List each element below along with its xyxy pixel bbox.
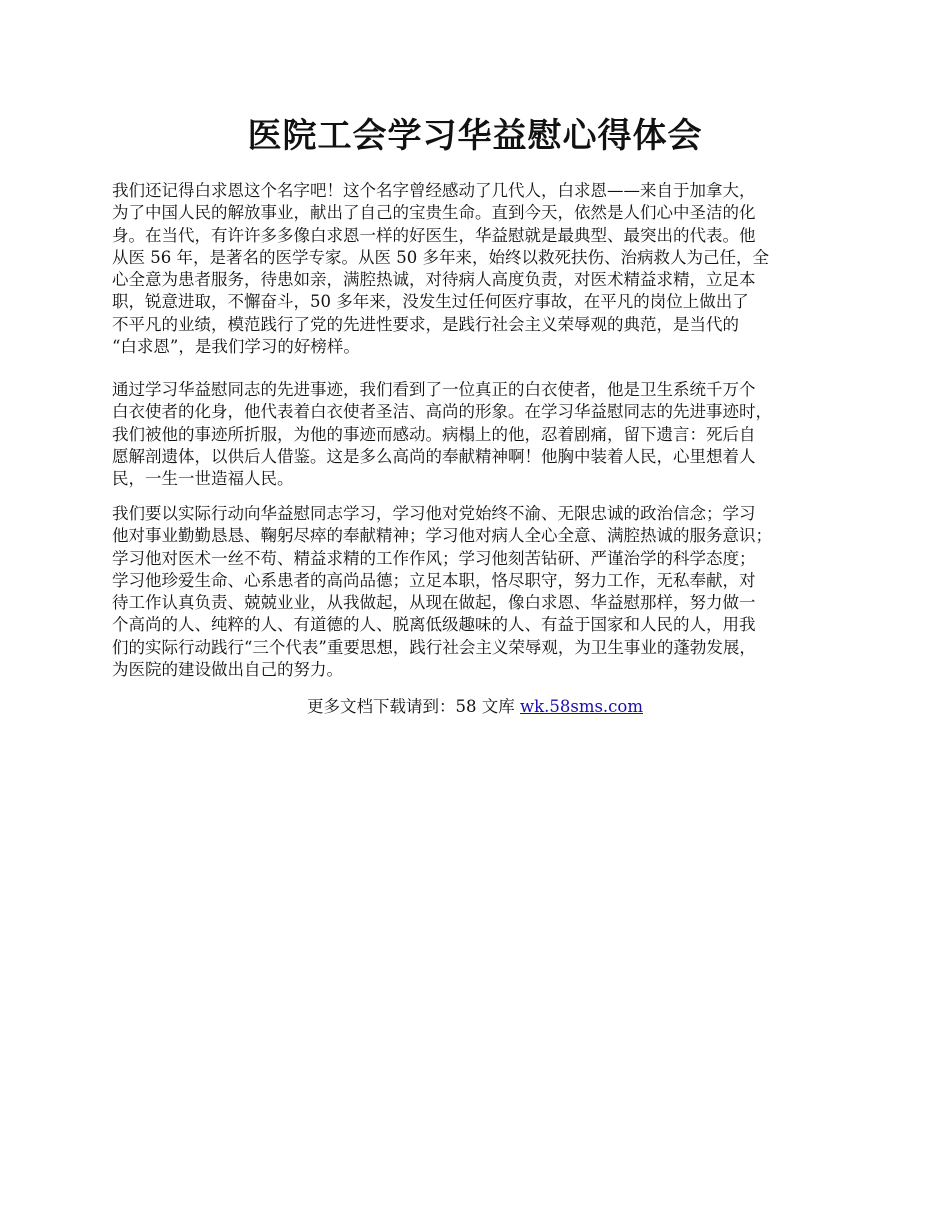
- paragraph-line: 白衣使者的化身，他代表着白衣使者圣洁、高尚的形象。在学习华益慰同志的先进事迹时，: [112, 402, 772, 422]
- paragraph-line: 不平凡的业绩，模范践行了党的先进性要求，是践行社会主义荣辱观的典范，是当代的: [112, 314, 739, 334]
- paragraph-line: 他对事业勤勤恳恳、鞠躬尽瘁的奉献精神；学习他对病人全心全意、满腔热诚的服务意识；: [112, 526, 772, 546]
- paragraph-line: 愿解剖遗体，以供后人借鉴。这是多么高尚的奉献精神啊！他胸中装着人民，心里想着人: [112, 446, 756, 466]
- paragraph-line: 为医院的建设做出自己的努力。: [112, 660, 343, 680]
- paragraph-line: 学习他珍爱生命、心系患者的高尚品德；立足本职，恪尽职守，努力工作，无私奉献，对: [112, 570, 756, 590]
- paragraph-line: 通过学习华益慰同志的先进事迹，我们看到了一位真正的白衣使者，他是卫生系统千万个: [112, 380, 756, 399]
- paragraph-line: 我们被他的事迹所折服，为他的事迹而感动。病榻上的他，忍着剧痛，留下遗言：死后自: [112, 424, 756, 444]
- paragraph-line: 我们要以实际行动向华益慰同志学习，学习他对党始终不渝、无限忠诚的政治信念；学习: [112, 504, 756, 523]
- document-title: 医院工会学习华益慰心得体会: [247, 116, 703, 156]
- paragraph-1: [112, 180, 850, 358]
- paragraph-line: 身。在当代，有许许多多像白求恩一样的好医生，华益慰就是最典型、最突出的代表。他: [112, 225, 756, 245]
- paragraph-line: 待工作认真负责、兢兢业业，从我做起，从现在做起，像白求恩、华益慰那样，努力做一: [112, 593, 756, 613]
- paragraph-line: 为了中国人民的解放事业，献出了自己的宝贵生命。直到今天，依然是人们心中圣洁的化: [112, 203, 756, 223]
- paragraph-line: 从医 56 年，是著名的医学专家。从医 50 多年来，始终以救死扶伤、治病救人为己任，全: [112, 247, 769, 267]
- paragraph-3: [112, 503, 850, 681]
- paragraph-2: [112, 379, 850, 490]
- paragraph-line: 职，锐意进取，不懈奋斗，50 多年来，没发生过任何医疗事故，在平凡的岗位上做出了: [112, 292, 749, 312]
- paragraph-line: 心全意为患者服务，待患如亲，满腔热诚，对待病人高度负责，对医术精益求精，立足本: [112, 270, 756, 290]
- download-footer: [0, 695, 950, 719]
- paragraph-line: 民，一生一世造福人民。: [112, 469, 294, 489]
- paragraph-line: 学习他对医术一丝不苟、精益求精的工作作风；学习他刻苦钻研、严谨治学的科学态度；: [112, 548, 756, 568]
- paragraph-line: “白求恩”，是我们学习的好榜样。: [112, 337, 360, 357]
- download-site-link[interactable]: wk.58sms.com: [519, 697, 643, 716]
- footer-prefix-text: 更多文档下载请到：58 文库: [306, 697, 520, 716]
- paragraph-line: 个高尚的人、纯粹的人、有道德的人、脱离低级趣味的人、有益于国家和人民的人，用我: [112, 615, 756, 635]
- paragraph-line: 我们还记得白求恩这个名字吧！这个名字曾经感动了几代人，白求恩——来自于加拿大，: [112, 181, 756, 200]
- paragraph-line: 们的实际行动践行“三个代表”重要思想，践行社会主义荣辱观，为卫生事业的蓬勃发展，: [112, 637, 756, 657]
